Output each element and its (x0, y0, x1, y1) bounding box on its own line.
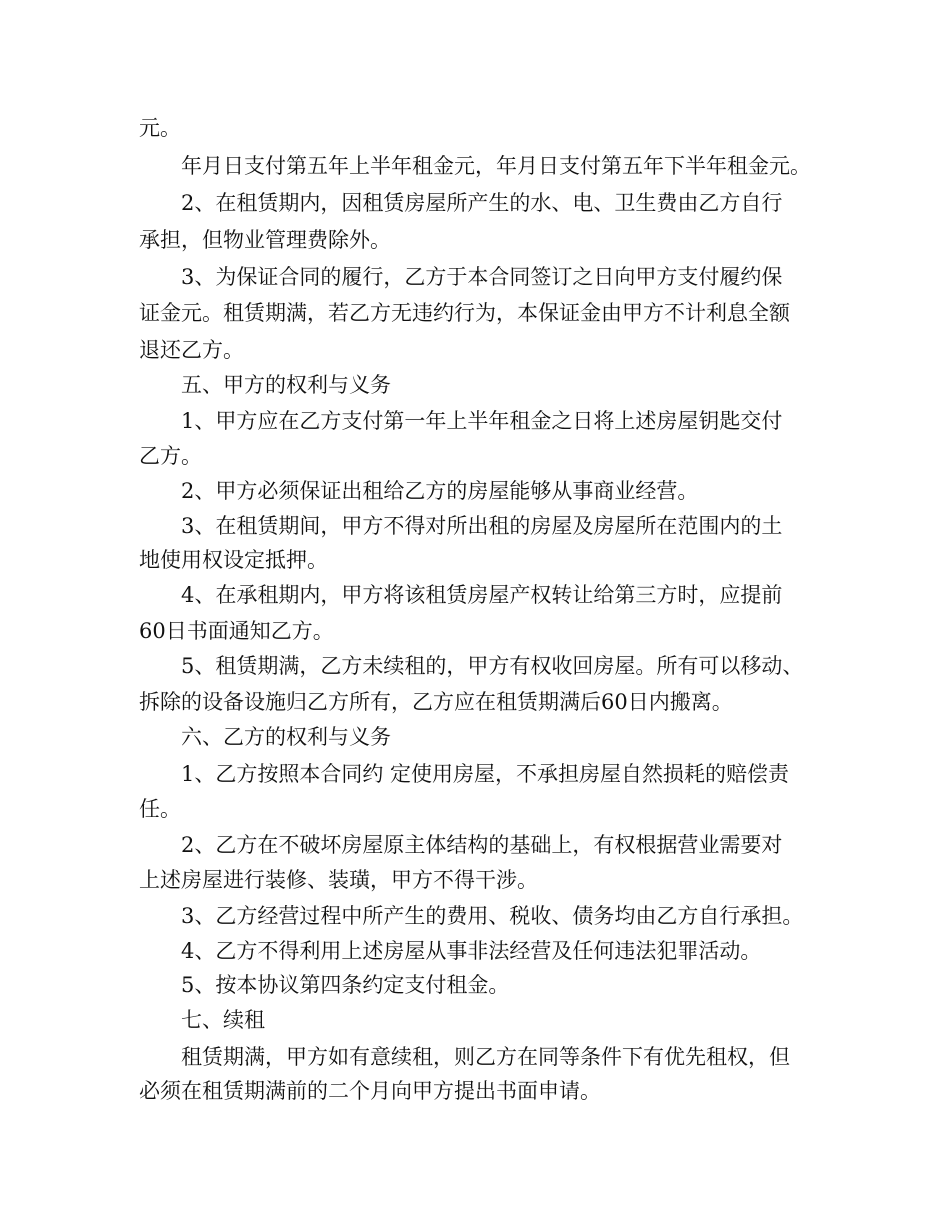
text-line: 2、在租赁期内，因租赁房屋所产生的水、电、卫生费由乙方自行 (181, 191, 783, 215)
text-line: 2、乙方在不破坏房屋原主体结构的基础上，有权根据营业需要对 (181, 833, 783, 857)
text-line: 1、甲方应在乙方支付第一年上半年租金之日将上述房屋钥匙交付 (181, 409, 783, 433)
text-line: 地使用权设定抵押。 (139, 548, 328, 572)
text-line: 任。 (139, 797, 181, 821)
text-line: 4、乙方不得利用上述房屋从事非法经营及任何违法犯罪活动。 (181, 939, 762, 963)
text-line: 上述房屋进行装修、装璜，甲方不得干涉。 (139, 868, 538, 892)
text-line: 5、租赁期满，乙方未续租的，甲方有权收回房屋。所有可以移动、 (181, 654, 804, 678)
text-line: 拆除的设备设施归乙方所有，乙方应在租赁期满后60日内搬离。 (139, 690, 733, 714)
section-heading: 六、乙方的权利与义务 (181, 725, 391, 749)
text-line: 5、按本协议第四条约定支付租金。 (181, 973, 510, 997)
text-line: 1、乙方按照本合同约 定使用房屋，不承担房屋自然损耗的赔偿责 (181, 762, 790, 786)
text-line: 承担，但物业管理费除外。 (139, 228, 391, 252)
section-heading: 七、续租 (181, 1008, 265, 1032)
section-heading: 五、甲方的权利与义务 (181, 373, 391, 397)
text-line: 租赁期满，甲方如有意续租，则乙方在同等条件下有优先租权，但 (181, 1045, 790, 1069)
text-line: 乙方。 (139, 444, 202, 468)
text-line: 年月日支付第五年上半年租金元，年月日支付第五年下半年租金元。 (181, 154, 811, 178)
text-line: 证金元。租赁期满，若乙方无违约行为，本保证金由甲方不计利息全额 (139, 301, 790, 325)
text-line: 4、在承租期内，甲方将该租赁房屋产权转让给第三方时，应提前 (181, 583, 783, 607)
text-line: 必须在租赁期满前的二个月向甲方提出书面申请。 (139, 1079, 601, 1103)
text-line: 3、乙方经营过程中所产生的费用、税收、债务均由乙方自行承担。 (181, 904, 804, 928)
text-line: 退还乙方。 (139, 338, 244, 362)
text-line: 3、为保证合同的履行，乙方于本合同签订之日向甲方支付履约保 (181, 265, 783, 289)
text-line: 3、在租赁期间，甲方不得对所出租的房屋及房屋所在范围内的土 (181, 514, 783, 538)
text-line: 元。 (139, 116, 181, 140)
text-line: 60日书面通知乙方。 (139, 619, 334, 643)
text-line: 2、甲方必须保证出租给乙方的房屋能够从事商业经营。 (181, 479, 699, 503)
